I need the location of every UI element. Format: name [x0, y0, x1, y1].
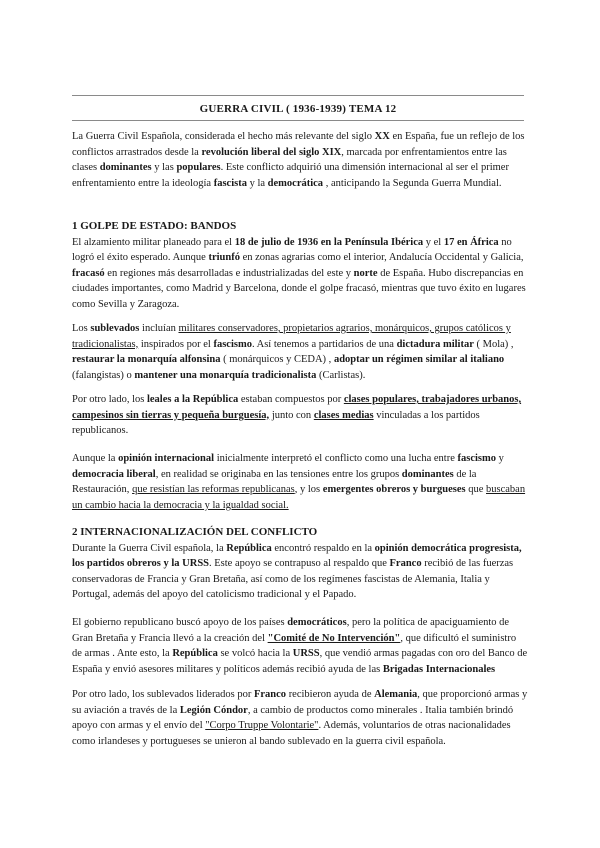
text-run: "Corpo Truppe Volontarie": [205, 720, 319, 732]
text-run: en zonas agrarias como el interior, Andalucía Occidental y Galicia,: [239, 252, 524, 264]
section-2-paragraph-2: [72, 615, 528, 677]
section-1-paragraph-4-block: [72, 451, 528, 513]
text-run: de España. Hubo discrepancias en ciudades importantes, como Madrid y Barcelona, donde el golpe fracasó, mientras que tuvo éxito en lugares como Sevilla y Zaragoza.: [72, 267, 526, 310]
text-run: junto con: [269, 409, 314, 421]
text-run: La Guerra Civil Española, considerada el hecho más relevante del siglo: [72, 131, 375, 142]
section-1-paragraph-2: [72, 321, 528, 383]
text-run: , que proporcionó armas y su aviación a través de la: [72, 689, 528, 716]
text-run: . Este apoyo se contrapuso al respaldo que: [209, 558, 390, 570]
text-run: fascista: [213, 177, 247, 189]
text-run: restaurar la monarquía alfonsina: [72, 354, 221, 366]
text-run: que: [465, 484, 486, 496]
text-run: clases medias: [313, 409, 374, 421]
text-run: República: [226, 542, 272, 554]
text-run: recibieron ayuda de: [286, 689, 375, 700]
text-run: fascismo: [457, 453, 497, 464]
text-run: dominantes: [401, 468, 454, 480]
text-run: , y los: [294, 484, 323, 496]
section-2-paragraph-3: [72, 687, 528, 749]
section-1-paragraph-1: [72, 235, 528, 313]
text-run: recibió de las fuerzas conservadoras de Francia y Gran Bretaña, así como de los regímenes fascistas de Alemania, Italia y Portugal, además del apoyo del catolicismo tradicional y el Papado.: [72, 558, 514, 601]
text-run: y la: [246, 177, 268, 189]
text-run: en España, fue un reflejo de los conflictos arrastrados desde la: [72, 131, 525, 158]
text-run: de la Restauración,: [72, 468, 477, 496]
text-run: . Así tenemos a partidarios de una: [251, 338, 397, 350]
text-run: , anticipando la Segunda Guerra Mundial.: [323, 177, 502, 189]
section-1-paragraph-3: [72, 392, 528, 439]
text-run: URSS: [292, 648, 320, 660]
text-run: dictadura militar: [396, 338, 474, 350]
text-run: estaban compuestos por: [238, 394, 344, 405]
text-run: opinión internacional: [118, 453, 215, 464]
intro-paragraph: [72, 129, 528, 191]
intro-text: [72, 129, 528, 191]
text-run: vinculadas a los partidos republicanos.: [72, 409, 480, 437]
text-run: y: [496, 453, 504, 464]
text-run: (falangistas) o: [72, 369, 135, 381]
text-run: fascismo: [213, 338, 252, 350]
section-2-heading: 2 INTERNACIONALIZACIÓN DEL CONFLICTO: [72, 526, 318, 538]
text-run: , que dificultó el suministro de armas . Ante esto, la: [72, 632, 517, 660]
text-run: democrática: [267, 177, 324, 189]
text-run: y el: [423, 236, 444, 248]
text-run: clases populares, trabajadores urbanos, campesinos sin tierras y pequeña burguesía,: [72, 394, 522, 421]
text-run: El alzamiento militar planeado para el: [72, 236, 235, 248]
text-run: República: [172, 648, 218, 660]
text-run: Aunque la: [72, 453, 119, 464]
text-run: El gobierno republicano buscó apoyo de los países: [72, 617, 288, 628]
text-run: 17 en África: [443, 236, 499, 248]
section-1-paragraph-3-block: [72, 392, 528, 439]
text-run: mantener una monarquía tradicionalista: [134, 369, 317, 381]
section-2-paragraph-1: [72, 541, 528, 603]
text-run: se volcó hacia la: [217, 648, 293, 660]
text-run: democráticos: [287, 617, 347, 628]
text-run: democracia liberal: [72, 468, 156, 480]
text-run: en regiones más desarrolladas e industrializadas del este y: [104, 267, 354, 279]
text-run: populares: [176, 162, 221, 174]
text-run: , a cambio de productos como minerales . Italia también brindó apoyo con armas y el envío del: [72, 704, 514, 732]
text-run: incluían: [139, 323, 179, 334]
text-run: no logró el éxito esperado. Aunque: [72, 236, 512, 264]
text-run: Franco: [253, 689, 287, 700]
text-run: leales a la República: [146, 394, 239, 405]
text-run: . Además, voluntarios de otras nacionalidades como irlandeses y portugueses se unieron al bando sublevado en la guerra civil española.: [72, 720, 511, 747]
text-run: encontró respaldo en la: [271, 542, 375, 554]
text-run: Alemania: [374, 689, 418, 700]
section-1-paragraph-4: [72, 451, 528, 513]
section-2-paragraph-2-block: [72, 615, 528, 677]
text-run: adoptar un régimen similar al italiano: [333, 354, 505, 366]
text-run: , que vendió armas pagadas con oro del Banco de España y envió asesores militares y políticos además recibió ayuda de las: [72, 648, 528, 675]
section-2-paragraph-3-block: [72, 687, 528, 749]
text-run: Los: [72, 323, 91, 334]
text-run: (Carlistas).: [316, 369, 366, 381]
text-run: , marcada por enfrentamientos entre las clases: [72, 146, 507, 174]
text-run: y las: [151, 162, 177, 174]
top-rule: [72, 95, 524, 96]
text-run: Por otro lado, los: [72, 394, 147, 405]
text-run: Franco: [389, 558, 422, 570]
text-run: sublevados: [90, 323, 140, 334]
text-run: 18 de julio de 1936 en la Península Ibérica: [234, 236, 424, 248]
section-1-heading: 1 GOLPE DE ESTADO: BANDOS: [72, 220, 237, 232]
text-run: que resistían las reformas republicanas: [132, 484, 295, 496]
title-underline-rule: [72, 120, 524, 121]
text-run: triunfó: [208, 252, 240, 264]
section-1: [72, 219, 528, 313]
text-run: emergentes obreros y burgueses: [322, 484, 466, 496]
text-run: , pero la política de apaciguamiento de Gran Bretaña y Francia llevó a la creación del: [72, 617, 510, 644]
text-run: Durante la Guerra Civil española, la: [72, 542, 227, 554]
text-run: dominantes: [99, 162, 152, 174]
text-run: ( monárquicos y CEDA) ,: [220, 354, 334, 366]
text-run: "Comité de No Intervención": [267, 632, 401, 644]
text-run: buscaban un cambio hacia la democracia y la igualdad social.: [72, 484, 526, 511]
text-run: militares conservadores, propietarios agrarios, monárquicos, grupos católicos y tradicionalistas,: [72, 323, 511, 350]
text-run: fracasó: [72, 267, 105, 279]
text-run: opinión democrática progresista, los partidos obreros y la URSS: [72, 542, 522, 570]
text-run: ( Mola) ,: [473, 338, 514, 350]
text-run: XX: [374, 131, 390, 142]
section-1-paragraph-2-block: [72, 321, 528, 383]
text-run: norte: [353, 267, 378, 279]
document-title: GUERRA CIVIL ( 1936-1939) TEMA 12: [199, 103, 397, 115]
text-run: , en realidad se originaba en las tensiones entre los grupos: [155, 468, 402, 480]
section-2: [72, 525, 528, 603]
text-run: revolución liberal del siglo XIX: [201, 146, 342, 158]
text-run: Legión Cóndor: [179, 704, 248, 716]
text-run: inicialmente interpretó el conflicto como una lucha entre: [214, 453, 458, 464]
text-run: Brigadas Internacionales: [382, 663, 496, 675]
text-run: inspirados por el: [138, 338, 214, 350]
text-run: Por otro lado, los sublevados liderados por: [72, 689, 254, 700]
text-run: . Este conflicto adquirió una dimensión internacional al ser el primer enfrentamiento entre la ideología: [72, 162, 509, 189]
